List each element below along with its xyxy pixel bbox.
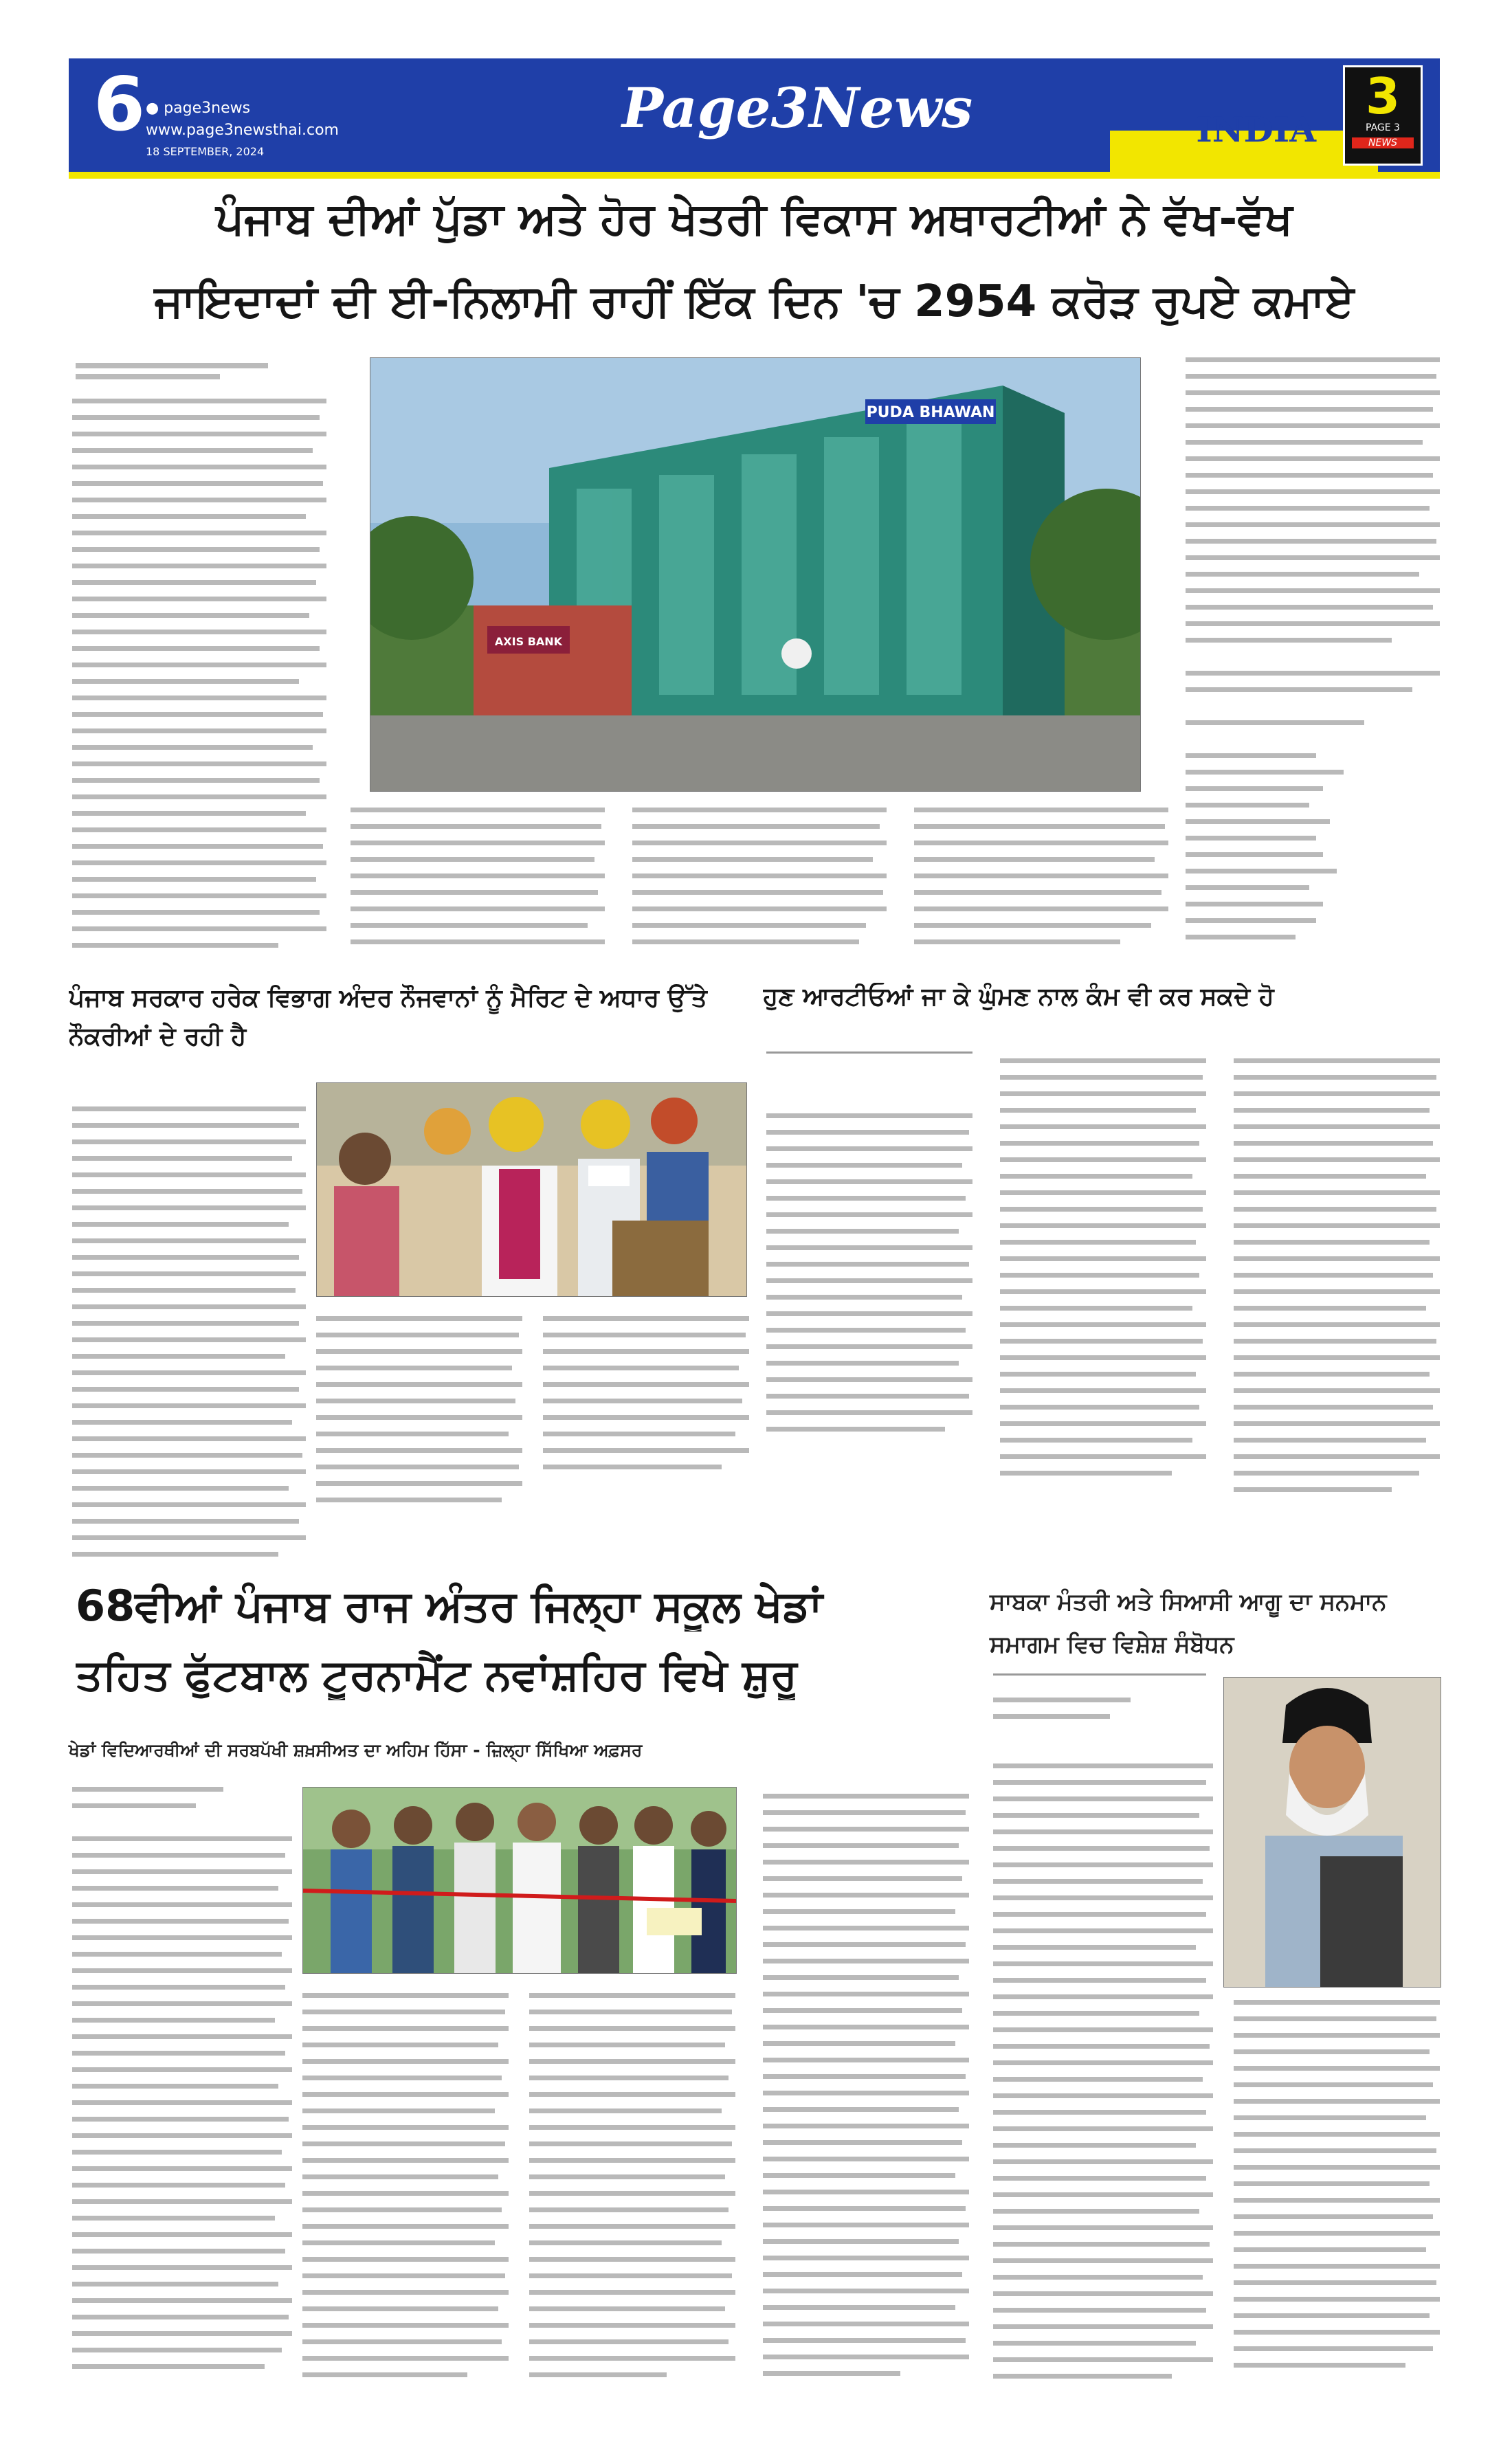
puda-bhawan-photo xyxy=(370,357,1141,792)
sports-headline-line1: 68ਵੀਆਂ ਪੰਜਾਬ ਰਾਜ ਅੰਤਰ ਜਿਲ੍ਹਾ ਸਕੂਲ ਖੇਡਾਂ xyxy=(76,1581,823,1631)
text-lines xyxy=(72,1106,306,1574)
text-lines xyxy=(72,399,326,962)
ribbon-cutting-photo xyxy=(303,1788,736,1973)
byline-rule xyxy=(993,1673,1206,1676)
main-headline-line2: ਜਾਇਦਾਦਾਂ ਦੀ ਈ-ਨਿਲਾਮੀ ਰਾਹੀਂ ਇੱਕ ਦਿਨ 'ਚ 2954 ਕਰੋੜ ਰੁਪਏ ਕਮਾਏ xyxy=(154,276,1355,327)
sports-headline-line2: ਤਹਿਤ ਫੁੱਟਬਾਲ ਟੂਰਨਾਮੈਂਟ ਨਵਾਂਸ਼ਹਿਰ ਵਿਖੇ ਸ਼ੁਰੂ xyxy=(76,1649,797,1700)
sports-text-right xyxy=(763,1794,969,2405)
article-text-block-right xyxy=(1186,357,1440,962)
second-story-text-left xyxy=(72,1106,306,1574)
text-lines xyxy=(316,1316,756,1557)
page-number: 6 xyxy=(93,62,146,148)
main-headline-line1: ਪੰਜਾਬ ਦੀਆਂ ਪੁੱਡਾ ਅਤੇ ਹੋਰ ਖੇਤਰੀ ਵਿਕਾਸ ਅਥਾਰਟੀਆਂ ਨੇ ਵੱਖ-ਵੱਖ xyxy=(216,194,1293,245)
social-handle: ● page3news xyxy=(146,100,251,117)
byline xyxy=(76,357,316,385)
football-inauguration-photo xyxy=(302,1787,737,1974)
newspaper-brand: Page3News xyxy=(621,76,973,140)
side-story-text-right xyxy=(1234,2000,1440,2405)
svg-text:PUDA BHAWAN: PUDA BHAWAN xyxy=(866,404,995,421)
third-story-text-columns xyxy=(766,1058,1440,1539)
svg-text:AXIS BANK: AXIS BANK xyxy=(494,635,563,648)
article-text-block xyxy=(72,399,326,962)
facebook-icon: ● xyxy=(146,100,164,117)
text-lines xyxy=(72,1787,292,2405)
text-lines xyxy=(302,1993,742,2405)
text-lines xyxy=(351,808,1175,966)
second-story-headline: ਪੰਜਾਬ ਸਰਕਾਰ ਹਰੇਕ ਵਿਭਾਗ ਅੰਦਰ ਨੌਜਵਾਨਾਂ ਨੂੰ ਮੈਰਿਟ ਦੇ ਅਧਾਰ ਉੱਤੇ ਨੌਕਰੀਆਂ ਦੇ ਰਹੀ ਹੈ xyxy=(69,984,707,1051)
text-lines xyxy=(993,1698,1213,2405)
ceremony-photo xyxy=(317,1083,746,1296)
region-label: INDIA xyxy=(1196,109,1316,150)
sports-kicker: ਖੇਡਾਂ ਵਿਦਿਆਰਥੀਆਂ ਦੀ ਸਰਬਪੱਖੀ ਸ਼ਖ਼ਸੀਅਤ ਦਾ ਅਹਿਮ ਹਿੱਸਾ - ਜ਼ਿਲ੍ਹਾ ਸਿੱਖਿਆ ਅਫ਼ਸਰ xyxy=(69,1740,643,1760)
speaker-portrait-photo xyxy=(1223,1677,1441,1988)
puda-building-image xyxy=(370,358,1140,791)
sports-text-left xyxy=(72,1787,292,2405)
side-story-headline: ਸਾਬਕਾ ਮੰਤਰੀ ਅਤੇ ਸਿਆਸੀ ਆਗੂ ਦਾ ਸਨਮਾਨ ਸਮਾਗਮ ਵਿਚ ਵਿਸ਼ੇਸ਼ ਸੰਬੋਧਨ xyxy=(990,1588,1387,1658)
event-photo xyxy=(316,1082,747,1297)
second-story-text-bottom xyxy=(316,1316,756,1557)
byline-rule xyxy=(766,1051,972,1054)
text-lines xyxy=(1234,2000,1440,2405)
masthead xyxy=(69,58,1440,179)
page3-logo: 3 PAGE 3 NEWS xyxy=(1343,65,1423,166)
text-lines xyxy=(1186,357,1440,962)
side-story-text-left xyxy=(993,1698,1213,2405)
speaker-portrait xyxy=(1224,1678,1441,1987)
text-lines xyxy=(766,1058,1440,1539)
text-lines xyxy=(763,1794,969,2405)
issue-date: 18 SEPTEMBER, 2024 xyxy=(146,145,265,158)
third-story-headline: ਹੁਣ ਆਰਟੀਓਆਂ ਜਾ ਕੇ ਘੁੰਮਣ ਨਾਲ ਕੰਮ ਵੀ ਕਰ ਸਕਦੇ ਹੋ xyxy=(763,983,1274,1011)
article-text-columns xyxy=(351,808,1175,966)
website-url: www.page3newsthai.com xyxy=(146,122,339,139)
sports-text-columns xyxy=(302,1993,742,2405)
